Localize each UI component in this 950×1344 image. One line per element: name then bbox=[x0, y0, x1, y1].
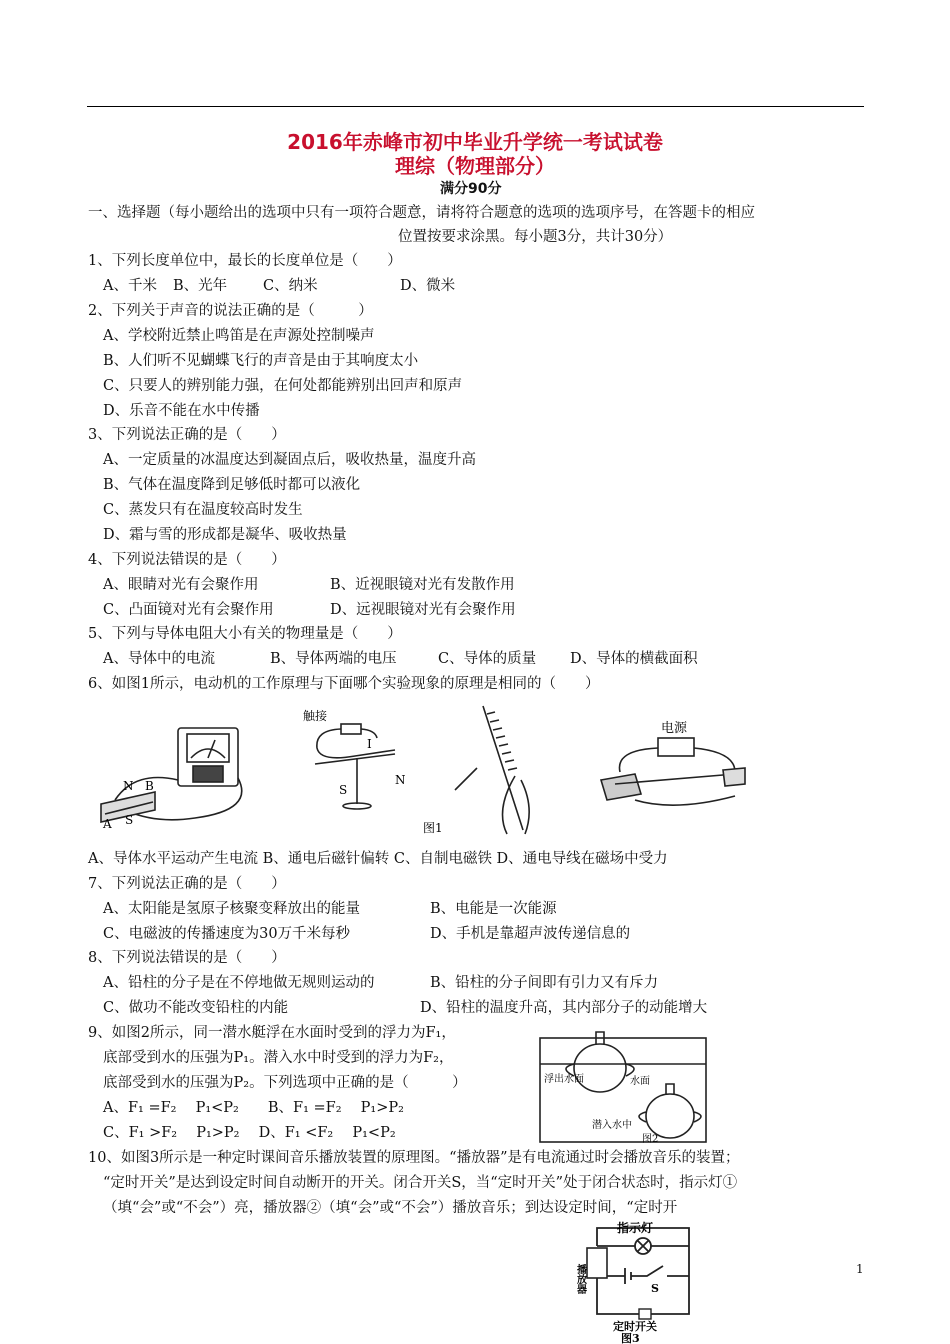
q5-stem: 5、下列与导体电阻大小有关的物理量是（ ） bbox=[88, 626, 402, 642]
fig1-caption: 图1 bbox=[423, 821, 443, 835]
fig1-label-power: 电源 bbox=[661, 721, 688, 736]
q2-stem: 2、下列关于声音的说法正确的是（ ） bbox=[88, 303, 373, 319]
figure-3 bbox=[574, 1218, 697, 1344]
q1-option-a: A、千米 bbox=[103, 278, 157, 294]
fig3-label-s: S bbox=[651, 1282, 659, 1295]
q8-stem: 8、下列说法错误的是（ ） bbox=[88, 950, 286, 966]
fig3-label-player: 播放器 bbox=[574, 1264, 586, 1294]
fig2-caption: 图2 bbox=[642, 1134, 659, 1145]
q8-option-b: B、铅柱的分子间即有引力又有斥力 bbox=[430, 975, 659, 991]
q10-line3: （填“会”或“不会”）亮，播放器②（填“会”或“不会”）播放音乐；到达设定时间，“定时开 bbox=[103, 1200, 678, 1216]
section-intro-1: 一、选择题（每小题给出的选项中只有一项符合题意，请将符合题意的选项的选项序号，在答题卡的相应 bbox=[88, 205, 755, 221]
section-intro-2: 位置按要求涂黑。每小题3分，共计30分） bbox=[398, 229, 673, 245]
fig2-label-dive: 潜入水中 bbox=[592, 1120, 632, 1131]
fig1-oersted-setup bbox=[315, 724, 395, 809]
fig3-label-timer: 定时开关 bbox=[613, 1320, 657, 1333]
fig2-label-float: 浮出水面 bbox=[544, 1074, 584, 1085]
header-rule bbox=[87, 106, 864, 107]
q3-option-a: A、一定质量的冰温度达到凝固点后，吸收热量，温度升高 bbox=[103, 452, 476, 468]
q1-option-c: C、纳米 bbox=[263, 278, 318, 294]
fig3-player-box bbox=[587, 1248, 607, 1278]
q2-option-c: C、只要人的辨别能力强，在何处都能辨别出回声和原声 bbox=[103, 378, 463, 394]
q9-options-row1: A、F₁ =F₂ P₁<P₂ B、F₁ =F₂ P₁>P₂ bbox=[103, 1100, 404, 1116]
q1-stem: 1、下列长度单位中，最长的长度单位是（ ） bbox=[88, 253, 402, 269]
q6-stem: 6、如图1所示，电动机的工作原理与下面哪个实验现象的原理是相同的（ ） bbox=[88, 676, 600, 692]
fig1-label-touch: 触接 bbox=[303, 709, 328, 723]
q8-option-a: A、铅柱的分子是在不停地做无规则运动的 bbox=[103, 975, 375, 991]
paper-title: 2016年赤峰市初中毕业升学统一考试试卷 bbox=[287, 130, 663, 154]
q2-option-b: B、人们听不见蝴蝶飞行的声音是由于其响度太小 bbox=[103, 353, 419, 369]
paper-subtitle: 理综（物理部分） bbox=[395, 154, 555, 178]
q1-option-d: D、微米 bbox=[400, 278, 456, 294]
q1-option-b: B、光年 bbox=[173, 278, 228, 294]
q7-option-c: C、电磁波的传播速度为30万千米每秒 bbox=[103, 926, 351, 942]
fig1-galvanometer-setup bbox=[101, 728, 242, 822]
q10-line1: 10、如图3所示是一种定时课间音乐播放装置的原理图。“播放器”是有电流通过时会播放音乐的装置； bbox=[88, 1150, 740, 1166]
fig1-electromagnet bbox=[455, 706, 529, 834]
q6-options: A、导体水平运动产生电流 B、通电后磁针偏转 C、自制电磁铁 D、通电导线在磁场中受力 bbox=[88, 851, 668, 867]
q4-option-d: D、远视眼镜对光有会聚作用 bbox=[330, 602, 516, 618]
fig1-label-i: I bbox=[367, 737, 372, 751]
q2-option-d: D、乐音不能在水中传播 bbox=[103, 403, 260, 419]
q5-option-c: C、导体的质量 bbox=[438, 651, 537, 667]
q9-line2: 底部受到水的压强为P₁。潜入水中时受到的浮力为F₂， bbox=[103, 1050, 454, 1066]
fig1-motor-setup bbox=[601, 738, 745, 805]
fig1-label-s: S bbox=[125, 813, 134, 827]
figure-1 bbox=[95, 700, 775, 838]
fig1-label-a: A bbox=[103, 817, 112, 831]
fig1-label-b: B bbox=[145, 779, 154, 793]
q7-option-d: D、手机是靠超声波传递信息的 bbox=[430, 926, 631, 942]
full-score: 满分90分 bbox=[440, 181, 502, 197]
q8-option-c: C、做功不能改变铅柱的内能 bbox=[103, 1000, 289, 1016]
q4-option-c: C、凸面镜对光有会聚作用 bbox=[103, 602, 274, 618]
figure-2 bbox=[538, 1024, 710, 1144]
page-number: 1 bbox=[856, 1262, 864, 1276]
q7-option-b: B、电能是一次能源 bbox=[430, 901, 557, 917]
fig2-submarine-submerged bbox=[639, 1084, 701, 1138]
q4-stem: 4、下列说法错误的是（ ） bbox=[88, 552, 286, 568]
q5-option-d: D、导体的横截面积 bbox=[570, 651, 698, 667]
q2-option-a: A、学校附近禁止鸣笛是在声源处控制噪声 bbox=[103, 328, 375, 344]
q8-option-d: D、铅柱的温度升高，其内部分子的动能增大 bbox=[420, 1000, 708, 1016]
q5-option-a: A、导体中的电流 bbox=[103, 651, 215, 667]
q9-line3: 底部受到水的压强为P₂。下列选项中正确的是（ ） bbox=[103, 1075, 467, 1091]
q3-option-d: D、霜与雪的形成都是凝华、吸收热量 bbox=[103, 527, 347, 543]
q3-option-b: B、气体在温度降到足够低时都可以液化 bbox=[103, 477, 361, 493]
fig1-label-n2: N bbox=[395, 773, 406, 787]
fig3-caption: 图3 bbox=[621, 1332, 640, 1344]
fig1-label-n: N bbox=[123, 779, 134, 793]
q3-option-c: C、蒸发只有在温度较高时发生 bbox=[103, 502, 303, 518]
q9-line1: 9、如图2所示，同一潜水艇浮在水面时受到的浮力为F₁， bbox=[88, 1025, 456, 1041]
q7-stem: 7、下列说法正确的是（ ） bbox=[88, 876, 286, 892]
q9-options-row2: C、F₁ >F₂ P₁>P₂ D、F₁ <F₂ P₁<P₂ bbox=[103, 1125, 396, 1141]
q4-option-b: B、近视眼镜对光有发散作用 bbox=[330, 577, 515, 593]
q7-option-a: A、太阳能是氢原子核聚变释放出的能量 bbox=[103, 901, 360, 917]
q4-option-a: A、眼睛对光有会聚作用 bbox=[103, 577, 259, 593]
q10-line2: “定时开关”是达到设定时间自动断开的开关。闭合开关S，当“定时开关”处于闭合状态时，指示灯① bbox=[103, 1175, 738, 1191]
fig2-label-water: 水面 bbox=[630, 1076, 650, 1087]
fig3-circuit-wire bbox=[597, 1228, 689, 1314]
q5-option-b: B、导体两端的电压 bbox=[270, 651, 397, 667]
fig1-label-s2: S bbox=[339, 783, 348, 797]
fig3-label-lamp: 指示灯 bbox=[617, 1221, 654, 1235]
q3-stem: 3、下列说法正确的是（ ） bbox=[88, 427, 286, 443]
